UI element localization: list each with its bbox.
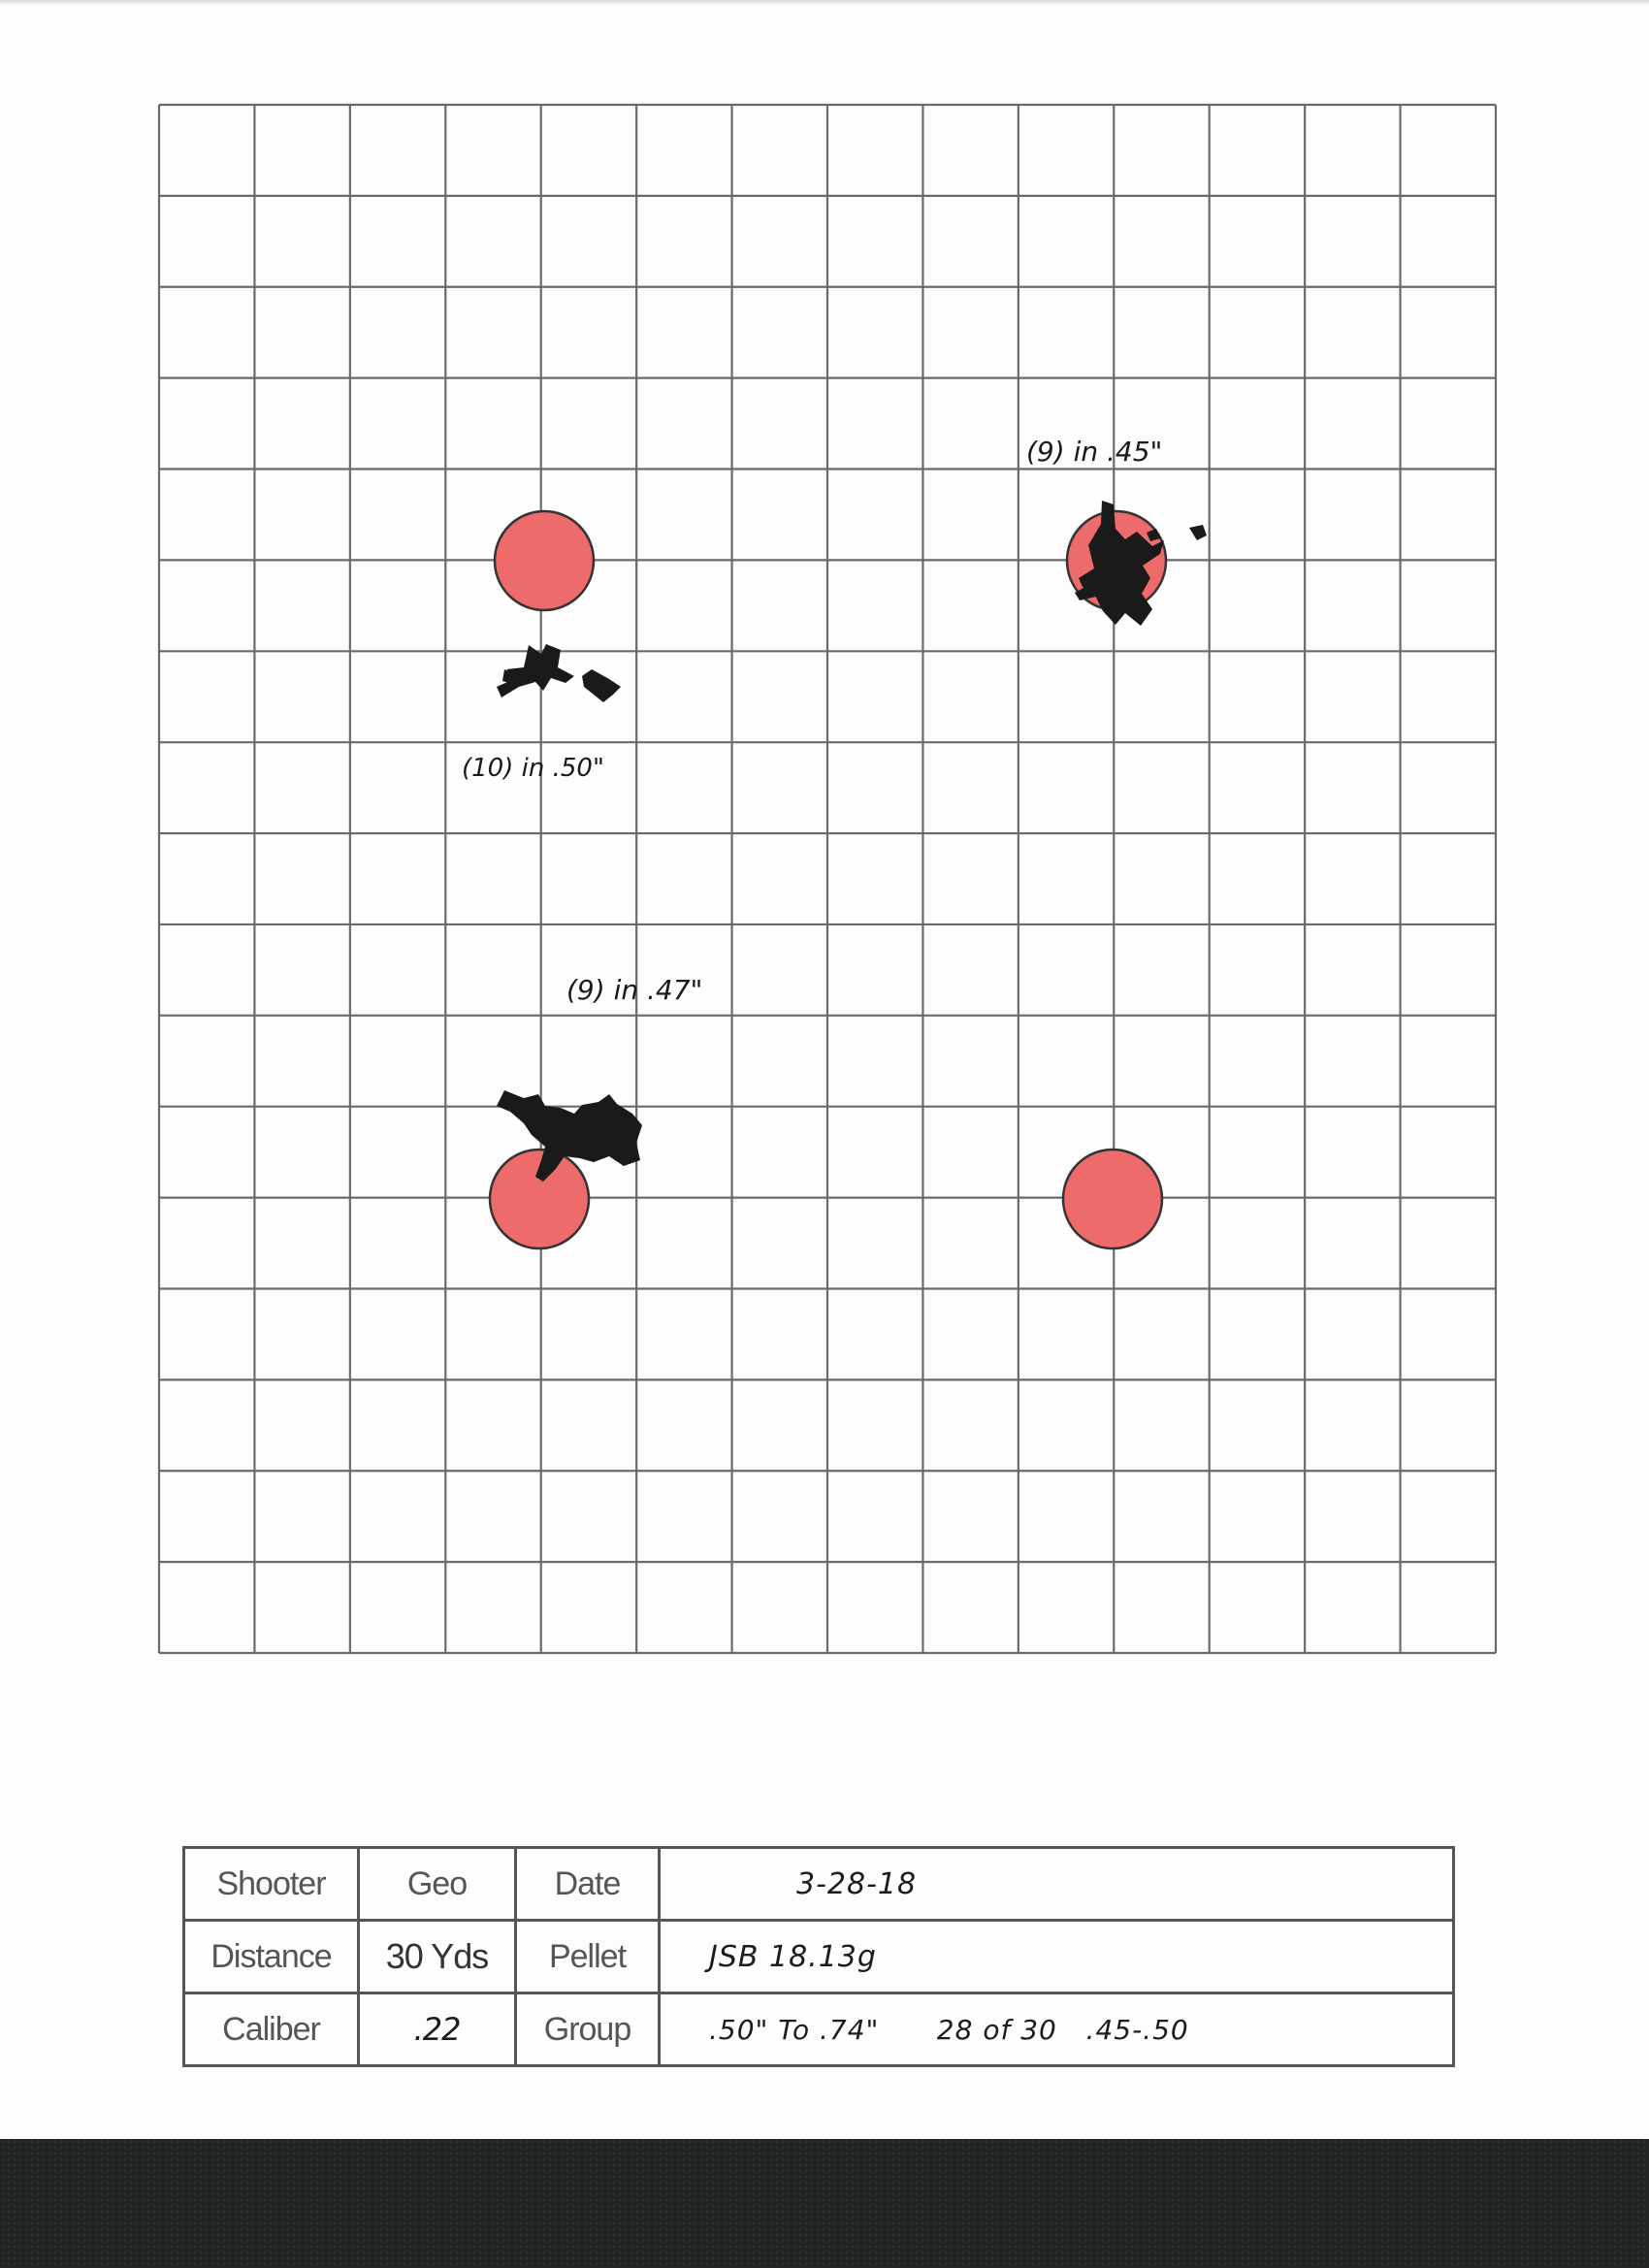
distance-value: 30 Yds bbox=[359, 1921, 516, 1993]
info-row-distance bbox=[184, 1921, 1454, 1993]
caliber-value: .22 bbox=[359, 1993, 516, 2066]
shooting-info-table bbox=[182, 1846, 1455, 2067]
pellet-label: Pellet bbox=[516, 1921, 660, 1993]
caliber-label: Caliber bbox=[184, 1993, 359, 2066]
group-annotation-top-left: (10) in .50" bbox=[462, 754, 604, 783]
shooter-value: Geo bbox=[359, 1848, 516, 1921]
top-left-aim-point bbox=[495, 511, 594, 610]
bottom-right-aim-point bbox=[1063, 1150, 1162, 1248]
pellet-group-top-left bbox=[497, 644, 621, 702]
pellet-value: JSB 18.13g bbox=[660, 1921, 1454, 1993]
grid-lines bbox=[159, 105, 1496, 1653]
group-annotation-bottom-left: (9) in .47" bbox=[566, 974, 703, 1006]
date-label: Date bbox=[516, 1848, 660, 1921]
group-annotation-top-right: (9) in .45" bbox=[1026, 436, 1163, 468]
shooter-label: Shooter bbox=[184, 1848, 359, 1921]
info-row-shooter bbox=[184, 1848, 1454, 1921]
group-label: Group bbox=[516, 1993, 660, 2066]
date-value: 3-28-18 bbox=[660, 1848, 1454, 1921]
info-row-caliber bbox=[184, 1993, 1454, 2066]
group-value: .50" To .74" 28 of 30 .45-.50 bbox=[660, 1993, 1454, 2066]
bottom-left-aim-point bbox=[490, 1150, 589, 1248]
distance-label: Distance bbox=[184, 1921, 359, 1993]
binder-cover bbox=[0, 2139, 1649, 2268]
